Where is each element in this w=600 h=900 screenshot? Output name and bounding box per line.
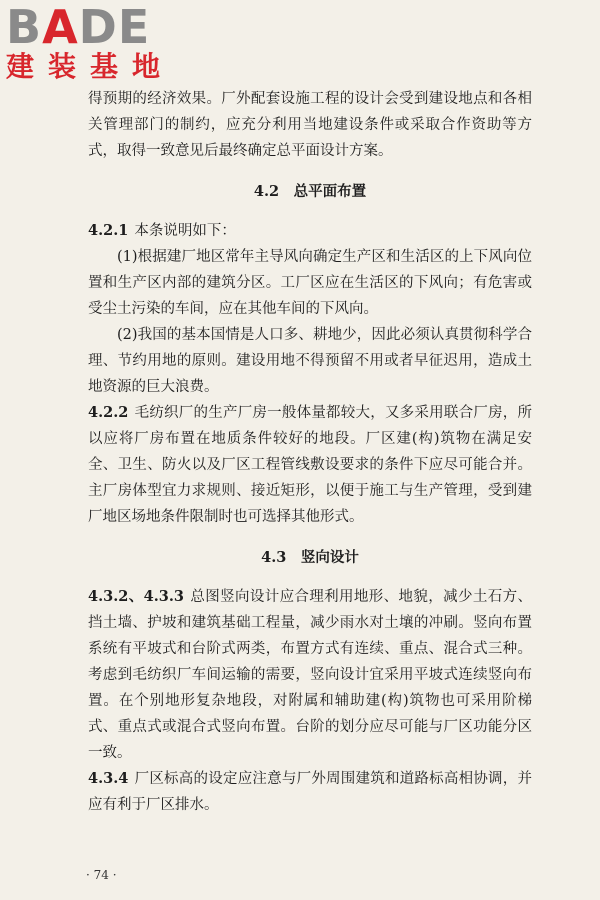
clause-number: 4.2.1 xyxy=(88,222,129,239)
clause-4-3-2 xyxy=(88,584,532,766)
clause-4-2-1-item-1: (1)根据建厂地区常年主导风向确定生产区和生活区的上下风向位置和生产区内部的建筑分区。工厂区应在生活区的下风向；有危害或受尘土污染的车间，应在其他车间的下风向。 xyxy=(88,249,532,317)
clause-text: 厂区标高的设定应注意与厂外周围建筑和道路标高相协调，并应有利于厂区排水。 xyxy=(88,771,532,813)
watermark-logo xyxy=(6,0,176,90)
document-page xyxy=(88,86,532,818)
clause-4-2-1 xyxy=(88,218,532,244)
clause-number: 4.3.4 xyxy=(88,770,129,787)
logo-letter: B xyxy=(6,0,43,54)
clause-4-2-2 xyxy=(88,400,532,530)
logo-letters: DE xyxy=(78,0,151,54)
clause-number: 4.3.2、4.3.3 xyxy=(88,588,184,605)
clause-4-3-4 xyxy=(88,766,532,818)
clause-text: 毛纺织厂的生产厂房一般体量都较大，又多采用联合厂房，所以应将厂房布置在地质条件较好的地段。厂区建(构)筑物在满足安全、卫生、防火以及厂区工程管线敷设要求的条件下应尽可能合并。主厂房体型宜力求规则、接近矩形，以便于施工与生产管理，受到建厂地区场地条件限制时也可选择其他形式。 xyxy=(88,405,532,525)
page-number: · 74 · xyxy=(86,868,117,882)
logo-word xyxy=(6,0,176,54)
intro-paragraph: 得预期的经济效果。厂外配套设施工程的设计会受到建设地点和各相关管理部门的制约，应充分利用当地建设条件或采取合作资助等方式，取得一致意见后最终确定总平面设计方案。 xyxy=(88,91,532,159)
clause-text: 总图竖向设计应合理利用地形、地貌，减少土石方、挡土墙、护坡和建筑基础工程量，减少雨水对土壤的冲刷。竖向布置系统有平坡式和台阶式两类，布置方式有连续、重点、混合式三种。考虑到毛纺织厂车间运输的需要，竖向设计宜采用平坡式连续竖向布置。在个别地形复杂地段，对附属和辅助建(构)筑物也可采用阶梯式、重点式或混合式竖向布置。台阶的划分应尽可能与厂区功能分区一致。 xyxy=(88,589,532,761)
section-heading-4-2: 4.2 总平面布置 xyxy=(253,183,367,200)
section-heading-4-3: 4.3 竖向设计 xyxy=(261,549,359,566)
logo-accent-letter: A xyxy=(42,0,79,54)
clause-number: 4.2.2 xyxy=(88,404,129,421)
clause-4-2-1-item-2: (2)我国的基本国情是人口多、耕地少，因此必须认真贯彻科学合理、节约用地的原则。建设用地不得预留不用或者早征迟用，造成土地资源的巨大浪费。 xyxy=(88,327,532,395)
logo-subtitle: 建装基地 xyxy=(6,50,175,83)
clause-text: 本条说明如下： xyxy=(134,223,236,239)
